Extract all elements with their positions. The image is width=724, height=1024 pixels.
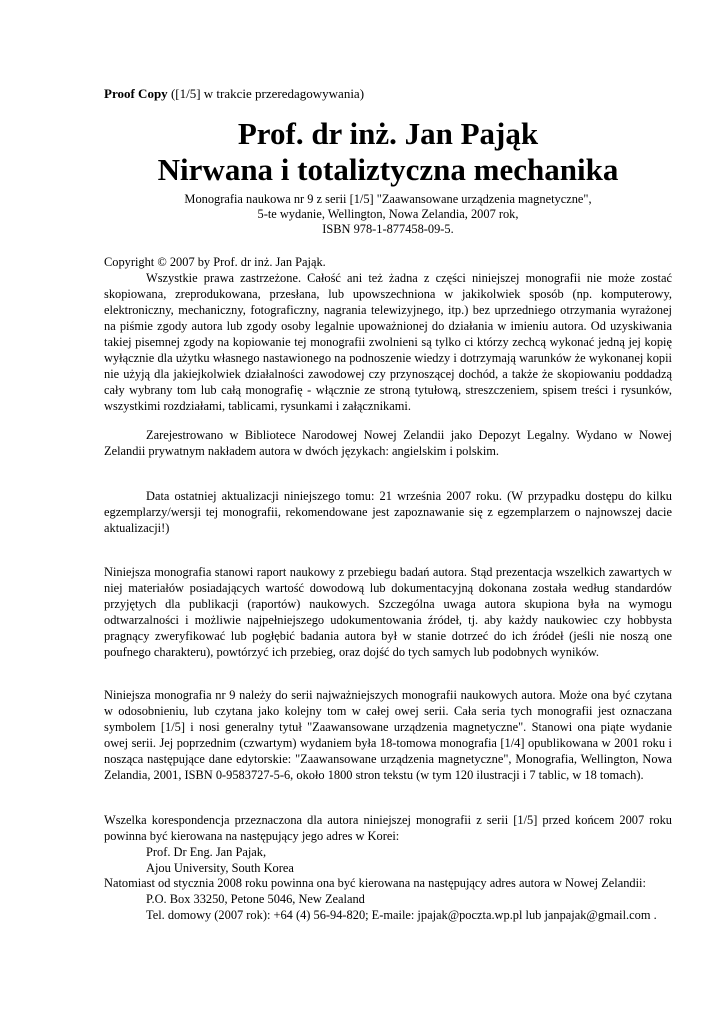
- proof-copy-header: [104, 86, 364, 102]
- update-paragraph: Data ostatniej aktualizacji niniejszego tomu: 21 września 2007 roku. (W przypadku dostępu do kilku egzemplarzy/wersji tej monografii, rekomendowane jest zapoznawanie się z egzemplarzem o najnowszej dacie aktualizacji!): [104, 489, 672, 535]
- isbn-line: ISBN 978-1-877458-09-5.: [322, 222, 454, 236]
- series-line: Monografia naukowa nr 9 z serii [1/5] "Zaawansowane urządzenia magnetyczne",: [184, 192, 592, 206]
- proof-copy-label: Proof Copy: [104, 86, 168, 101]
- korea-address-name: Prof. Dr Eng. Jan Pajak,: [146, 845, 267, 859]
- edition-info: [104, 192, 672, 237]
- series-paragraph: Niniejsza monografia nr 9 należy do serii najważniejszych monografii naukowych autora. Może ona być czytana w odosobnieniu, lub czytana jako kolejny tom w całej owej serii. Cała seria tych monografii jest oznaczana symbolem [1/5] i nosi generalny tytuł "Zaawansowane urządzenia magnetyczne". Stanowi ona piąte wydanie owej serii. Jej poprzednim (czwartym) wydaniem była 18-tomowa monografia [1/4] opublikowana w 2001 roku i nosząca następujące dane edytorskie: "Zaawansowane urządzenia magnetyczne", Monografia, Wellington, Nowa Zelandia, 2001, ISBN 0-9583727-5-6, około 1800 stron tekstu (w tym 120 ilustracji i 7 tablic, w 18 tomach).: [104, 688, 672, 782]
- correspondence-intro: Wszelka korespondencja przeznaczona dla autora niniejszej monografii z serii [1/5] przed końcem 2007 roku powinna być kierowana na następujący jego adres w Korei:: [104, 813, 672, 843]
- nz-address-box: P.O. Box 33250, Petone 5046, New Zealand: [146, 892, 365, 906]
- proof-copy-note: ([1/5] w trakcie przeredagowywania): [167, 86, 365, 101]
- nz-contact-line: Tel. domowy (2007 rok): +64 (4) 56-94-820; E-maile: jpajak@poczta.wp.pl lub janpajak@gmail.com .: [146, 908, 657, 922]
- edition-line: 5-te wydanie, Wellington, Nowa Zelandia, 2007 rok,: [257, 207, 519, 221]
- report-paragraph: Niniejsza monografia stanowi raport naukowy z przebiegu badań autora. Stąd prezentacja wszelkich zawartych w niej materiałów posiadających wartość dowodową lub dokumentacyjną dokonana została według standardów przyjętych dla publikacji (raportów) naukowych. Szczególna uwaga autora skupiona była na wymogu odtwarzalności i możliwie najpełniejszego udokumentowania źródeł, tj. aby każdy naukowiec czy hobbysta pragnący zweryfikować lub pogłębić badania autora był w stanie dotrzeć do ich źródeł (jeśli nie noszą one poufnego charakteru), powtórzyć ich przebieg, oraz dojść do tych samych lub podobnych wyników.: [104, 565, 672, 659]
- nz-address-intro: Natomiast od stycznia 2008 roku powinna ona być kierowana na następujący adres autora w Nowej Zelandii:: [104, 876, 646, 890]
- document-title: [104, 116, 672, 188]
- registration-paragraph: Zarejestrowano w Bibliotece Narodowej Nowej Zelandii jako Depozyt Legalny. Wydano w Nowej Zelandii prywatnym nakładem autora w dwóch językach: angielskim i polskim.: [104, 428, 672, 458]
- author-title: Prof. dr inż. Jan Pająk: [237, 116, 539, 151]
- korea-address-university: Ajou University, South Korea: [146, 861, 294, 875]
- rights-paragraph: Wszystkie prawa zastrzeżone. Całość ani też żadna z części niniejszej monografii nie może zostać skopiowana, zreprodukowana, przesłana, lub upowszechniona w jakikolwiek sposób (np. komputerowy, elektroniczny, mechaniczny, fotograficzny, nagrania telewizyjnego, itp.) bez uprzedniego otrzymania wyrażonej na piśmie zgody autora lub zgody osoby legalnie upoważnionej do działania w imieniu autora. Od uzyskiwania takiej pisemnej zgody na kopiowanie tej monografii zwolnieni są tylko ci którzy zechcą wykonać jedną jej kopię wyłącznie dla użytku własnego nastawionego na podnoszenie wiedzy i dotrzymają warunków że wykonanej kopii nie użyją dla jakiejkolwiek działalności zawodowej czy przynoszącej dochód, a także że skopiowaniu poddadzą cały wybrany tom lub całą monografię - włącznie ze stroną tytułową, streszczeniem, spisem treści i rysunków, wszystkimi rozdziałami, tablicami, rysunkami i załącznikami.: [104, 271, 672, 413]
- monograph-title: Nirwana i totaliztyczna mechanika: [157, 152, 619, 187]
- copyright-line: Copyright © 2007 by Prof. dr inż. Jan Pająk.: [104, 255, 326, 269]
